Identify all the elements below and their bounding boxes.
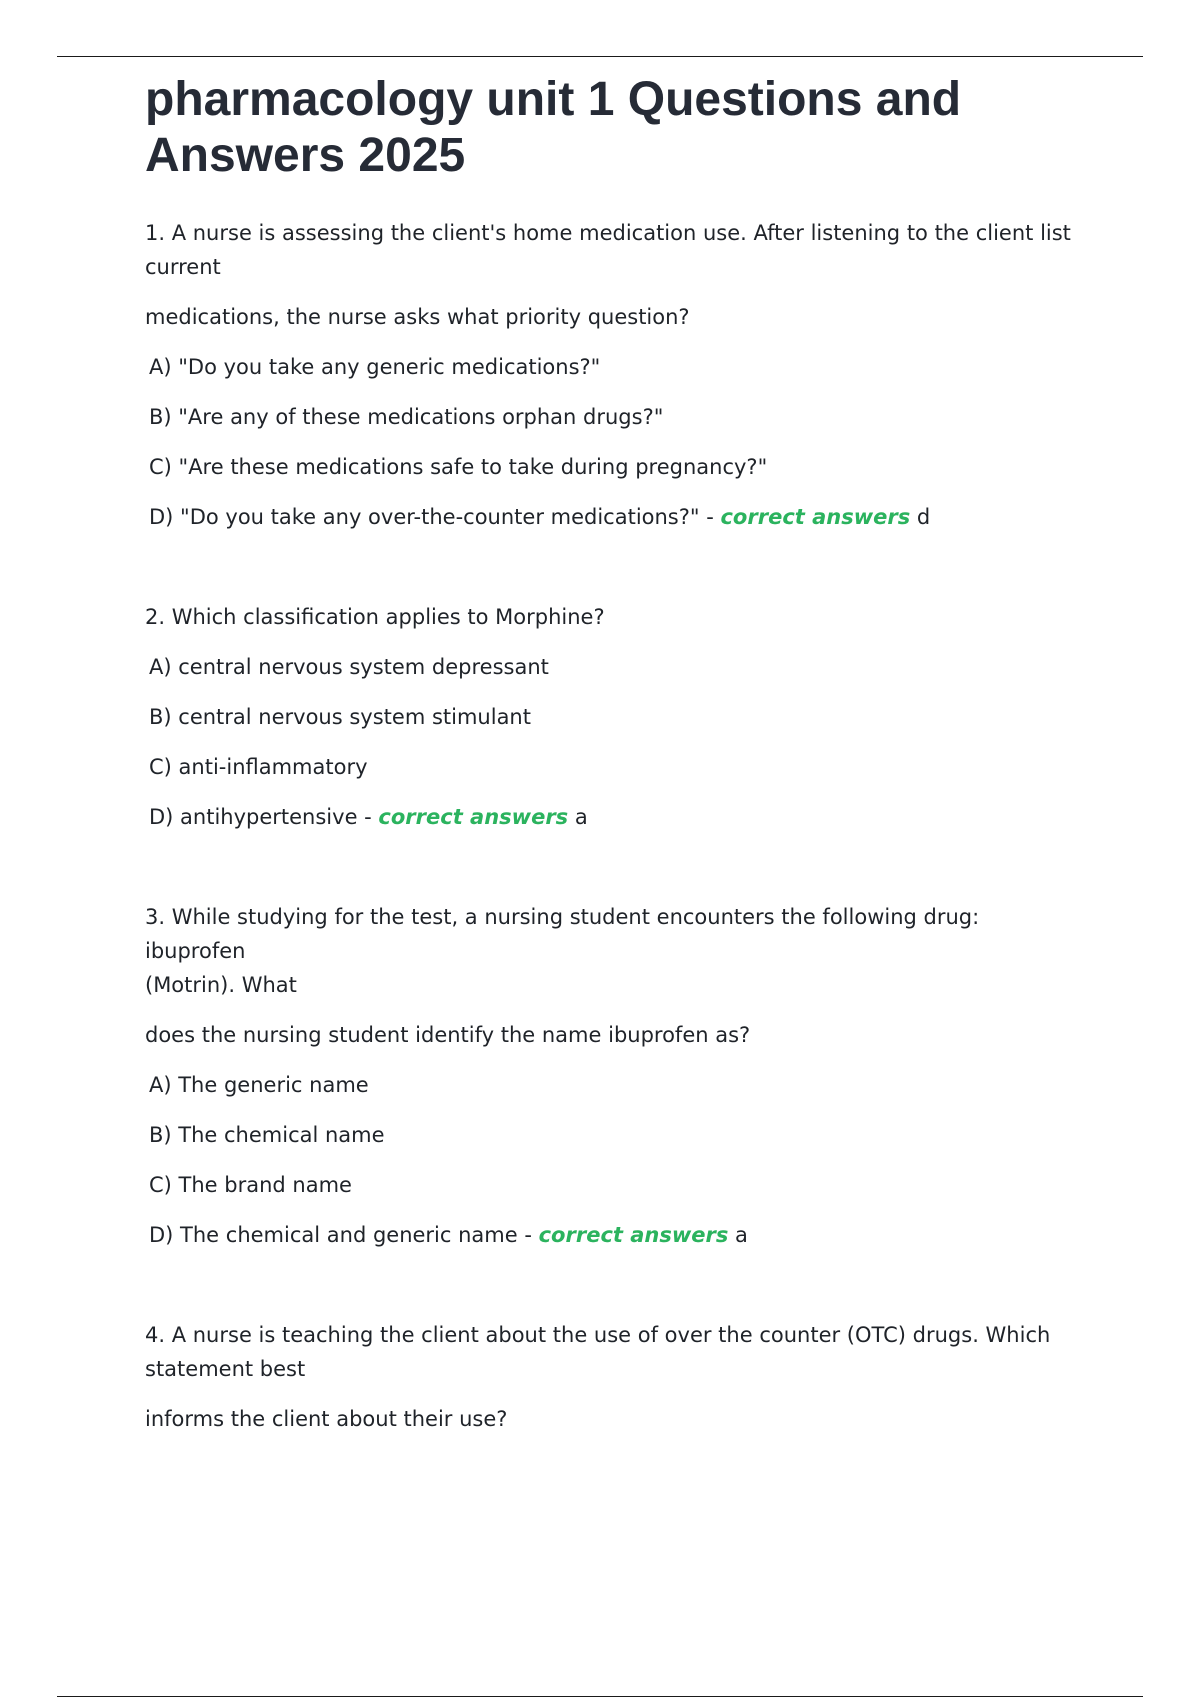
document-body — [145, 72, 1075, 1436]
question-text: 2. Which classification applies to Morphine? — [145, 605, 605, 629]
option-d: D) antihypertensive - correct answers a — [149, 805, 588, 829]
option-b: B) "Are any of these medications orphan drugs?" — [149, 405, 664, 429]
option-c: C) "Are these medications safe to take during pregnancy?" — [149, 455, 768, 479]
option-a: A) The generic name — [149, 1073, 369, 1097]
question-4 — [145, 1318, 1075, 1436]
option-a: A) "Do you take any generic medications?" — [149, 355, 601, 379]
question-1 — [145, 216, 1075, 534]
option-b: B) The chemical name — [149, 1123, 385, 1147]
correct-answers-label: correct answers — [538, 1223, 729, 1247]
answer-value: a — [574, 805, 588, 829]
bottom-rule — [57, 1696, 1143, 1697]
correct-answers-label: correct answers — [720, 505, 911, 529]
option-b: B) central nervous system stimulant — [149, 705, 531, 729]
question-3 — [145, 900, 1075, 1252]
answer-value: d — [916, 505, 931, 529]
question-text-continued: medications, the nurse asks what priority question? — [145, 305, 690, 329]
option-a: A) central nervous system depressant — [149, 655, 549, 679]
top-rule — [57, 56, 1143, 57]
option-c: C) anti-inflammatory — [149, 755, 368, 779]
question-text: 4. A nurse is teaching the client about the use of over the counter (OTC) drugs. Which statement best — [145, 1323, 1051, 1381]
correct-answers-label: correct answers — [378, 805, 569, 829]
question-text: 3. While studying for the test, a nursing student encounters the following drug: ibuprofen (Motrin). What — [145, 905, 980, 997]
option-d: D) The chemical and generic name - correct answers a — [149, 1223, 748, 1247]
option-c: C) The brand name — [149, 1173, 352, 1197]
question-2 — [145, 600, 1075, 834]
option-d: D) "Do you take any over-the-counter medications?" - correct answers d — [149, 505, 931, 529]
answer-value: a — [735, 1223, 748, 1247]
question-text-continued: informs the client about their use? — [145, 1407, 508, 1431]
page-title: pharmacology unit 1 Questions and Answers 2025 — [145, 73, 962, 182]
question-text-continued: does the nursing student identify the name ibuprofen as? — [145, 1023, 751, 1047]
question-text: 1. A nurse is assessing the client's home medication use. After listening to the client list current — [145, 221, 1071, 279]
